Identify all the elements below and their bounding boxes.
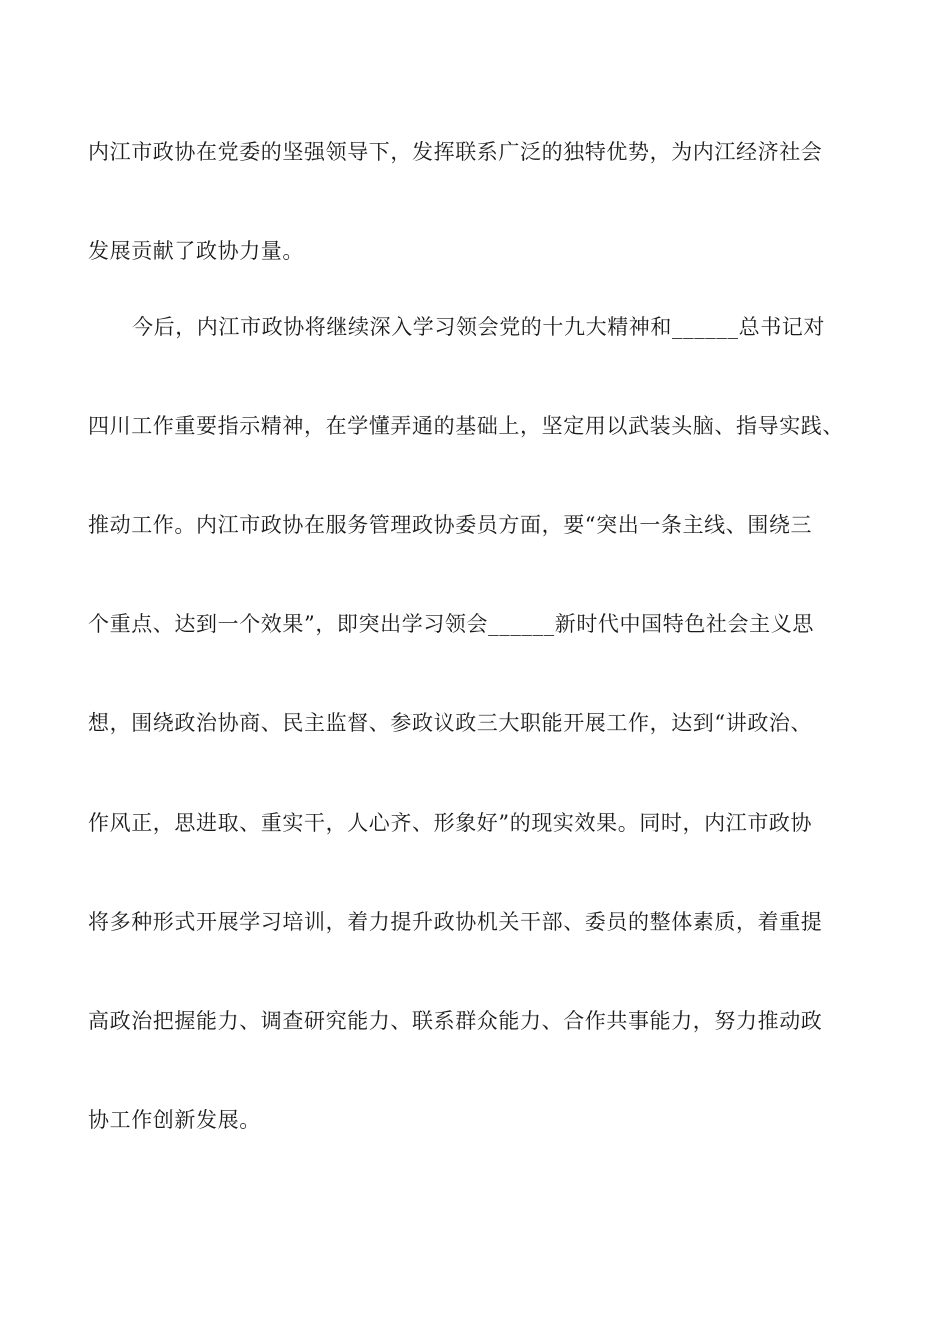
paragraph-start-line: 今后，内江市政协将继续深入学习领会党的十九大精神和______总书记对 (132, 315, 825, 339)
text-line: 作风正，思进取、重实干，人心齐、形象好”的现实效果。同时，内江市政协 (88, 811, 813, 835)
text-line: 高政治把握能力、调查研究能力、联系群众能力、合作共事能力，努力推动政 (88, 1009, 823, 1033)
text-line: 想，围绕政治协商、民主监督、参政议政三大职能开展工作，达到“讲政治、 (88, 711, 813, 735)
text-line: 发展贡献了政协力量。 (88, 239, 304, 263)
text-line: 协工作创新发展。 (88, 1108, 261, 1132)
text-line: 四川工作重要指示精神，在学懂弄通的基础上，坚定用以武装头脑、指导实践、 (88, 414, 844, 438)
text-line: 将多种形式开展学习培训，着力提升政协机关干部、委员的整体素质，着重提 (88, 910, 823, 934)
text-line: 推动工作。内江市政协在服务管理政协委员方面，要“突出一条主线、围绕三 (88, 513, 813, 537)
text-line: 内江市政协在党委的坚强领导下，发挥联系广泛的独特优势，为内江经济社会 (88, 140, 823, 164)
text-line: 个重点、达到一个效果”，即突出学习领会______新时代中国特色社会主义思 (88, 612, 814, 636)
